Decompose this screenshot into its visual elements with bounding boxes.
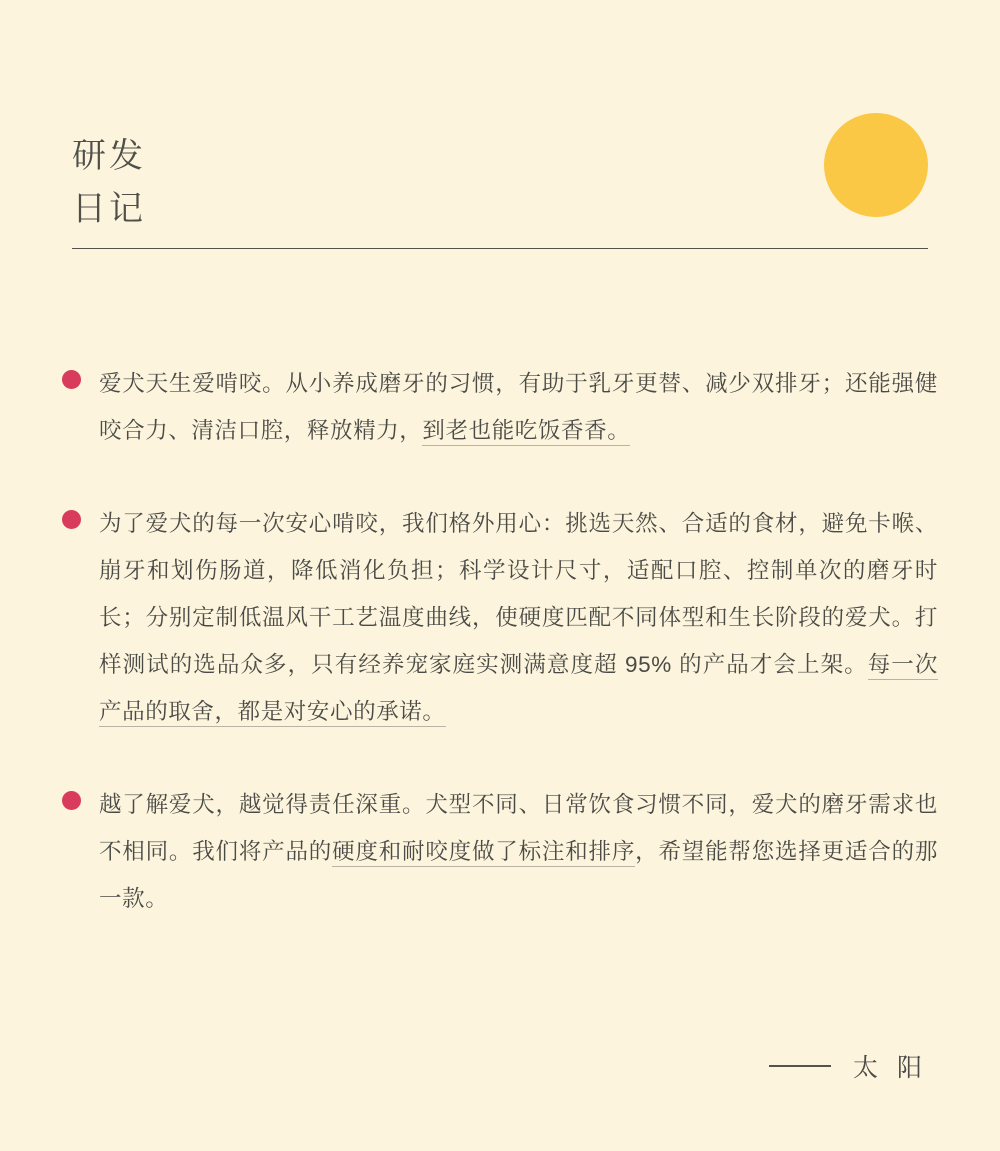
- bullet-dot-icon: [62, 510, 81, 529]
- page-header: [72, 100, 928, 250]
- header-divider: [72, 248, 928, 249]
- paragraph-2: [99, 500, 938, 735]
- page-title-line-1: 研发: [72, 137, 146, 175]
- paragraph-1-text: 爱犬天生爱啃咬。从小养成磨牙的习惯，有助于乳牙更替、减少双排牙；还能强健咬合力、清洁口腔，释放精力，: [99, 371, 938, 443]
- bullet-dot-icon: [62, 791, 81, 810]
- paragraph-2-emphasis: 每一次产品的取舍，都是对安心的承诺。: [99, 652, 938, 727]
- bullet-dot-icon: [62, 370, 81, 389]
- page-title: [72, 130, 146, 235]
- paragraph-3-text-after: ，希望能帮您选择更适合的那一款。: [99, 839, 938, 911]
- page-title-line-2: 日记: [72, 189, 146, 228]
- signature: [769, 1048, 928, 1084]
- paragraph-2-text: 为了爱犬的每一次安心啃咬，我们格外用心：挑选天然、合适的食材，避免卡喉、崩牙和划伤肠道，降低消化负担；科学设计尺寸，适配口腔、控制单次的磨牙时长；分别定制低温风干工艺温度曲线，使硬度匹配不同体型和生长阶段的爱犬。打样测试的选品众多，只有经养宠家庭实测满意度超 95% 的产品才会上架。: [99, 511, 938, 677]
- paragraph-1: [99, 360, 938, 454]
- list-item: [62, 360, 938, 454]
- signature-dash-icon: [769, 1065, 831, 1067]
- signature-name: 太 阳: [853, 1054, 928, 1082]
- paragraph-3-text: 越了解爱犬，越觉得责任深重。犬型不同、日常饮食习惯不同，爱犬的磨牙需求也不相同。我们将产品的: [99, 792, 938, 864]
- paragraph-3: [99, 781, 938, 922]
- sun-circle-icon: [824, 113, 928, 217]
- list-item: [62, 781, 938, 922]
- paragraph-1-emphasis: 到老也能吃饭香香。: [422, 418, 630, 446]
- article-body: [62, 360, 938, 968]
- list-item: [62, 500, 938, 735]
- paragraph-3-emphasis: 硬度和耐咬度做了标注和排序: [332, 839, 635, 867]
